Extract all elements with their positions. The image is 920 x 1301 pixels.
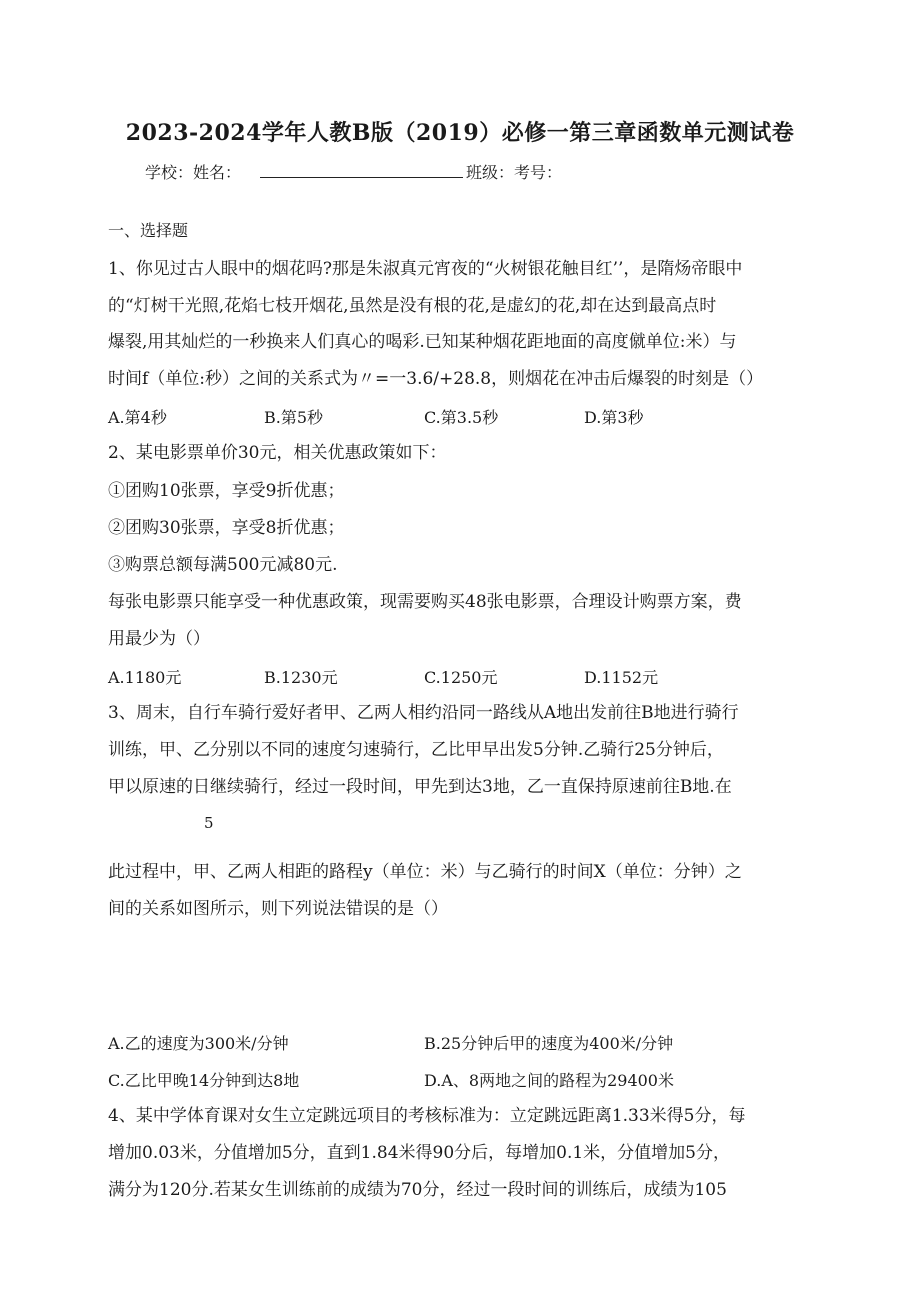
q1-line: 的“灯树干光照,花焰七枝开烟花,虽然是没有根的花,是虚幻的花,却在达到最高点时 (108, 296, 717, 316)
q3-line: 训练，甲、乙分别以不同的速度匀速骑行，乙比甲早出发5分钟.乙骑行25分钟后， (108, 740, 724, 760)
q2-option-b: B.1230元 (264, 668, 338, 687)
q1-line: 爆裂,用其灿烂的一秒换来人们真心的喝彩.已知某种烟花距地面的高度僦单位:米）与 (108, 332, 737, 352)
q2-option-c: C.1250元 (424, 668, 498, 687)
q3-fraction-denominator: 5 (204, 814, 214, 832)
q2-option-a: A.1180元 (108, 668, 182, 687)
school-name-label: 学校：姓名： (145, 163, 242, 182)
q2-option-d: D.1152元 (584, 668, 659, 687)
q4-line: 增加0.03米，分值增加5分，直到1.84米得90分后，每增加0.1米，分值增加5分， (108, 1143, 731, 1163)
q2-line: 用最少为（） (108, 629, 210, 649)
q2-line: ②团购30张票，享受8折优惠； (108, 518, 345, 538)
q1-option-d: D.第3秒 (584, 408, 644, 427)
q2-line: 2、某电影票单价30元，相关优惠政策如下： (108, 443, 447, 463)
section-heading: 一、选择题 (108, 221, 189, 240)
class-id-label: 班级：考号： (466, 163, 563, 182)
q3-option-d: D.A、8两地之间的路程为29400米 (424, 1071, 674, 1090)
q3-line: 3、周末，自行车骑行爱好者甲、乙两人相约沿同一路线从A地出发前往B地进行骑行 (108, 703, 739, 723)
q3-line: 此过程中，甲、乙两人相距的路程y（单位：米）与乙骑行的时间X（单位：分钟）之 (108, 862, 742, 882)
name-blank-line (260, 177, 463, 178)
page-title: 2023-2024学年人教B版（2019）必修一第三章函数单元测试卷 (125, 120, 795, 146)
q3-option-a: A.乙的速度为300米/分钟 (108, 1034, 289, 1053)
q2-line: ③购票总额每满500元减80元. (108, 555, 338, 575)
q4-line: 4、某中学体育课对女生立定跳远项目的考核标准为：立定跳远距离1.33米得5分，每 (108, 1106, 746, 1126)
q2-line: 每张电影票只能享受一种优惠政策，现需要购买48张电影票，合理设计购票方案，费 (108, 592, 742, 612)
q1-option-b: B.第5秒 (264, 408, 324, 427)
q2-line: ①团购10张票，享受9折优惠； (108, 481, 345, 501)
q3-option-b: B.25分钟后甲的速度为400米/分钟 (424, 1034, 674, 1053)
q4-line: 满分为120分.若某女生训练前的成绩为70分，经过一段时间的训练后，成绩为105 (108, 1180, 727, 1200)
q1-line: 时间f（单位:秒）之间的关系式为〃=一3.6/+28.8，则烟花在冲击后爆裂的时刻是（） (108, 369, 764, 389)
q3-option-c: C.乙比甲晚14分钟到达8地 (108, 1071, 300, 1090)
q3-line: 间的关系如图所示，则下列说法错误的是（） (108, 899, 448, 919)
q1-option-a: A.第4秒 (108, 408, 167, 427)
q1-line: 1、你见过古人眼中的烟花吗?那是朱淑真元宵夜的“火树银花触目红’’，是隋炀帝眼中 (108, 259, 743, 279)
q3-line: 甲以原速的日继续骑行，经过一段时间，甲先到达3地，乙一直保持原速前往B地.在 (108, 777, 732, 797)
q1-option-c: C.第3.5秒 (424, 408, 499, 427)
